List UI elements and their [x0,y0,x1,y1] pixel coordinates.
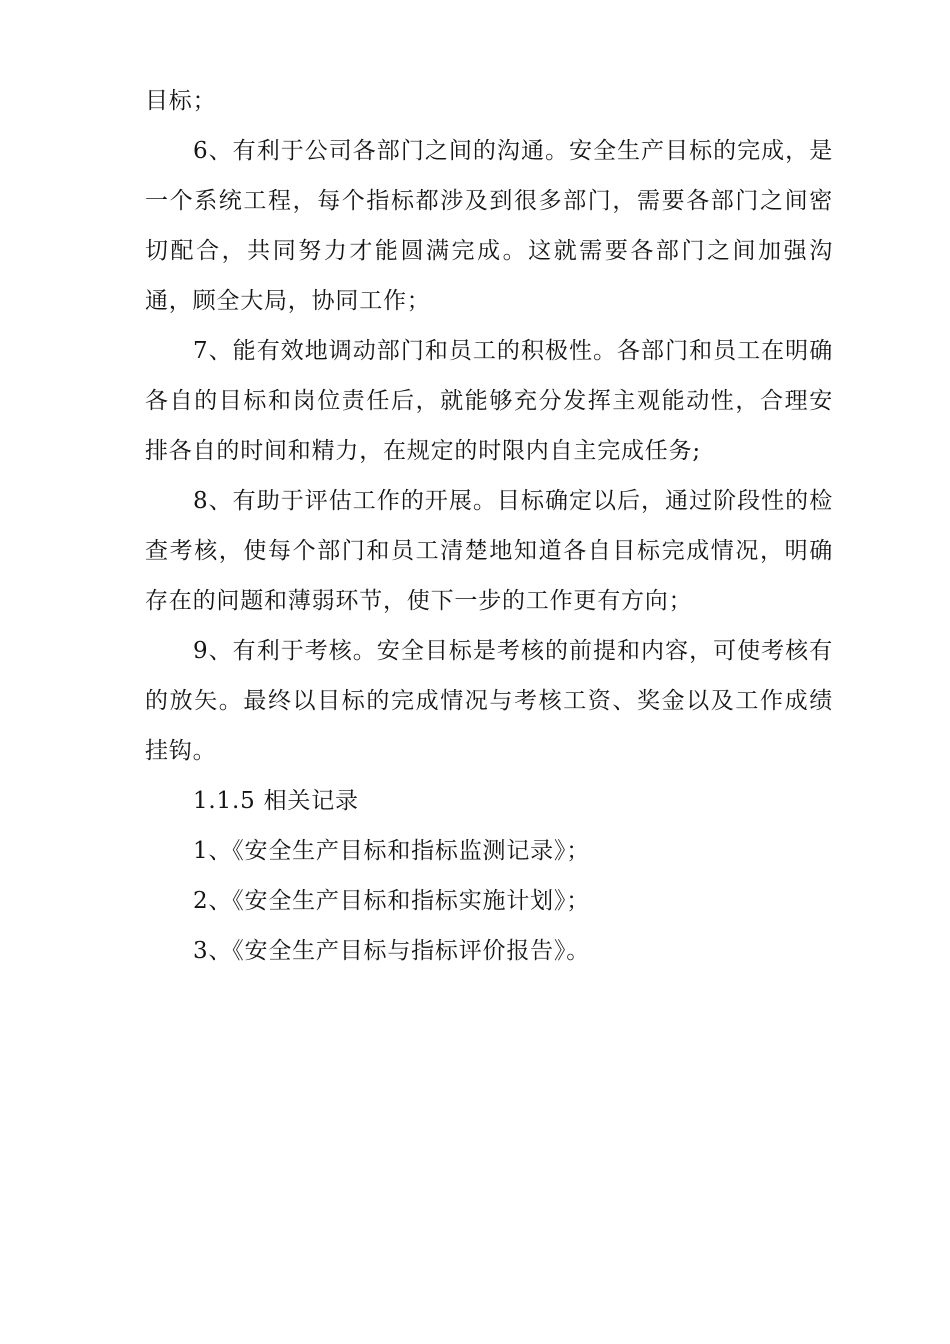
section-heading: 1.1.5 相关记录 [193,788,359,814]
paragraph-item-8: 8、有助于评估工作的开展。目标确定以后，通过阶段性的检查考核，使每个部门和员工清楚地知道各自目标完成情况，明确存在的问题和薄弱环节，使下一步的工作更有方向； [145,488,833,614]
paragraph-continuation: 目标； [145,88,217,114]
record-item-1: 1、《安全生产目标和指标监测记录》； [193,838,591,864]
paragraph-item-9: 9、有利于考核。安全目标是考核的前提和内容，可使考核有的放矢。最终以目标的完成情况与考核工资、奖金以及工作成绩挂钩。 [145,638,833,764]
record-item-2: 2、《安全生产目标和指标实施计划》； [193,888,591,914]
paragraph-item-6: 6、有利于公司各部门之间的沟通。安全生产目标的完成，是一个系统工程，每个指标都涉及到很多部门，需要各部门之间密切配合，共同努力才能圆满完成。这就需要各部门之间加强沟通，顾全大局，协同工作； [145,138,833,314]
record-item-3: 3、《安全生产目标与指标评价报告》。 [193,938,591,964]
paragraph-item-7: 7、能有效地调动部门和员工的积极性。各部门和员工在明确各自的目标和岗位责任后，就能够充分发挥主观能动性，合理安排各自的时间和精力，在规定的时限内自主完成任务; [145,338,833,464]
document-body [145,76,833,976]
